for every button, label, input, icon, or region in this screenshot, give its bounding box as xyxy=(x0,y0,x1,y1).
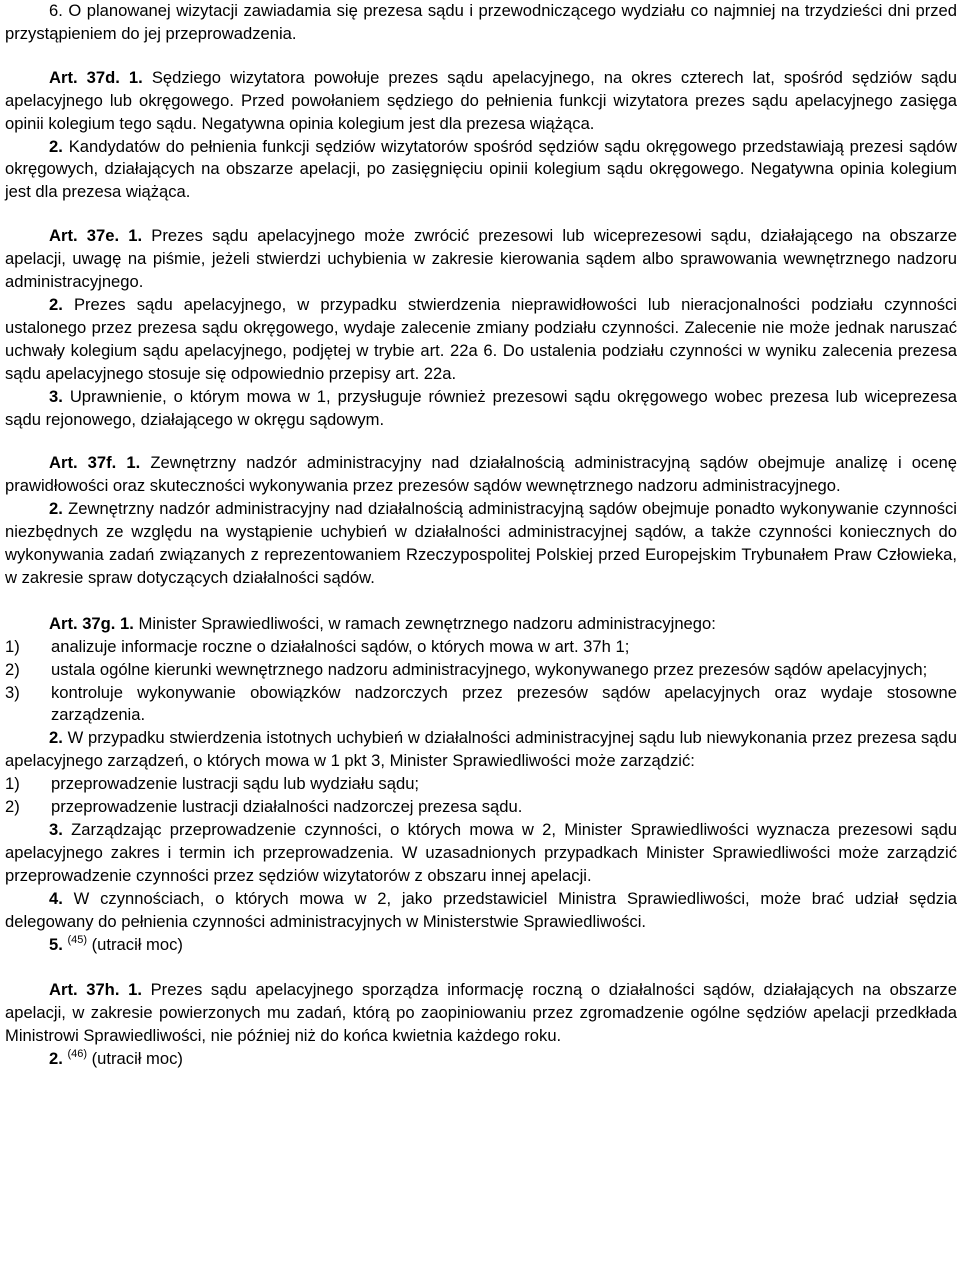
article-label: Art. 37d. xyxy=(49,67,120,87)
document-page xyxy=(5,0,957,1071)
paragraph-text: Prezes sądu apelacyjnego może zwrócić prezesowi lub wiceprezesowi sądu, działającego na obszarze apelacji, uwagę na piśmie, jeżeli stwierdzi uchybienia w zakresie kierowania sądem albo sprawowania wewnętrznego nadzoru administracyjnego. xyxy=(5,226,957,292)
art-37g-par-4 xyxy=(5,888,957,934)
art-37d-par-1 xyxy=(5,67,957,136)
paragraph-number: 3. xyxy=(49,820,63,839)
footnote-reference: (45) xyxy=(67,933,88,946)
art-37h-par-1 xyxy=(5,979,957,1048)
list-marker: 2) xyxy=(5,797,20,817)
art-37d-par-2 xyxy=(5,136,957,205)
paragraph-number: 1. xyxy=(120,613,134,633)
list-marker: 3) xyxy=(5,682,20,702)
paragraph-number: 2. xyxy=(49,728,63,748)
paragraph-number: 2. xyxy=(49,499,63,519)
paragraph-text: (utracił moc) xyxy=(91,1049,183,1069)
paragraph-number: 5. xyxy=(49,934,63,954)
list-marker: 1) xyxy=(5,774,20,794)
art-37f-par-2 xyxy=(5,498,957,590)
paragraph-text: W czynnościach, o których mowa w 2, jako przedstawiciel Ministra Sprawiedliwości, może brać udział sędzia delegowany do pełnienia czynności administracyjnych w Ministerstwie Sprawiedliwości. xyxy=(5,888,957,931)
paragraph-6: 6. O planowanej wizytacji zawiadamia się prezesa sądu i przewodniczącego wydziału co najmniej na trzydzieści dni przed przystąpieniem do jej przeprowadzenia. xyxy=(5,1,957,43)
paragraph-text: Zarządzając przeprowadzenie czynności, o których mowa w 2, Minister Sprawiedliwości wyznacza prezesowi sądu apelacyjnego zakres i termin ich przeprowadzenia. W uzasadnionych przypadkach Minister Sprawiedliwości może zarządzić przeprowadzenie czynności przez sędziów wizytatorów z obszaru innej apelacji. xyxy=(5,820,957,885)
list-item-text: przeprowadzenie lustracji działalności nadzorczej prezesa sądu. xyxy=(51,797,523,817)
paragraph-text: Sędziego wizytatora powołuje prezes sądu apelacyjnego, na okres czterech lat, spośród sędziów sądu apelacyjnego lub okręgowego. Przed powołaniem sędziego do pełnienia funkcji wizytatora prezes sądu apelacyjnego zasięga opinii kolegium tego sądu. Negatywna opinia kolegium jest dla prezesa wiążąca. xyxy=(5,67,957,133)
paragraph-number: 1. xyxy=(126,453,141,473)
list-item-text: kontroluje wykonywanie obowiązków nadzorczych przez prezesów sądów apelacyjnych oraz wydaje stosowne zarządzenia. xyxy=(51,682,957,725)
paragraph-text: Kandydatów do pełnienia funkcji sędziów wizytatorów spośród sędziów sądu okręgowego przedstawiają prezesi sądów okręgowych, działających na obszarze apelacji, po zasięgnięciu opinii kolegium sądu okręgowego. Negatywna opinia kolegium jest dla prezesa wiążąca. xyxy=(5,136,957,202)
paragraph-text: Prezes sądu apelacyjnego sporządza informację roczną o działalności sądów, działających na obszarze apelacji, w zakresie powierzonych mu zadań, którą po zaopiniowaniu przez zgromadzenie ogólne sędziów apelacji przedkłada Ministrowi Sprawiedliwości, nie później niż do końca kwietnia każdego roku. xyxy=(5,980,957,1046)
art-37h-par-2 xyxy=(5,1048,957,1071)
art-37f-par-1 xyxy=(5,452,957,498)
paragraph-text: Uprawnienie, o którym mowa w 1, przysługuje również prezesowi sądu okręgowego wobec prezesa lub wiceprezesa sądu rejonowego, działającego w okręgu sądowym. xyxy=(5,386,957,429)
list-item xyxy=(5,636,957,659)
article-label: Art. 37h. xyxy=(49,980,120,1000)
paragraph-text: Minister Sprawiedliwości, w ramach zewnętrznego nadzoru administracyjnego: xyxy=(138,613,716,633)
list-item xyxy=(5,796,957,819)
list-item-text: ustala ogólne kierunki wewnętrznego nadzoru administracyjnego, wykonywanego przez prezesów sądów apelacyjnych; xyxy=(51,659,928,679)
art-37e-par-1 xyxy=(5,225,957,294)
list-item-text: analizuje informacje roczne o działalności sądów, o których mowa w art. 37h 1; xyxy=(51,636,630,656)
list-item xyxy=(5,682,957,728)
article-label: Art. 37f. xyxy=(49,453,117,473)
paragraph-number: 1. xyxy=(128,67,143,87)
article-label: Art. 37g. xyxy=(49,613,116,633)
art-37g-par-1 xyxy=(5,613,957,636)
paragraph-number: 4. xyxy=(49,888,63,908)
paragraph-text: Zewnętrzny nadzór administracyjny nad działalnością administracyjną sądów obejmuje analizę i ocenę prawidłowości oraz skuteczności wykonywania przez prezesów sądów wewnętrznego nadzoru administracyjnego. xyxy=(5,453,957,496)
paragraph-text: (utracił moc) xyxy=(91,934,183,954)
paragraph-number: 1. xyxy=(128,980,142,1000)
art-37e-par-2 xyxy=(5,294,957,386)
list-item-text: przeprowadzenie lustracji sądu lub wydziału sądu; xyxy=(51,774,420,794)
paragraph-text: W przypadku stwierdzenia istotnych uchybień w działalności administracyjnej sądu lub niewykonania przez prezesa sądu apelacyjnego zarządzeń, o których mowa w 1 pkt 3, Minister Sprawiedliwości może zarządzić: xyxy=(5,728,957,771)
list-marker: 2) xyxy=(5,659,20,679)
art-37g-par-2 xyxy=(5,727,957,773)
list-item xyxy=(5,659,957,682)
paragraph-number: 3. xyxy=(49,386,63,406)
article-label: Art. 37e. xyxy=(49,226,120,246)
paragraph-text: Prezes sądu apelacyjnego, w przypadku stwierdzenia nieprawidłowości lub nieracjonalności podziału czynności ustalonego przez prezesa sądu okręgowego, wydaje zalecenie zmiany podziału czynności. Zalecenie nie może jednak naruszać uchwały kolegium sądu apelacyjnego, podjętej w trybie art. 22a 6. Do ustalenia podziału czynności w wyniku zalecenia prezesa sądu apelacyjnego stosuje się odpowiednio przepisy art. 22a. xyxy=(5,294,957,383)
list-item xyxy=(5,773,957,796)
footnote-reference: (46) xyxy=(67,1048,88,1061)
art-37e-par-3 xyxy=(5,386,957,432)
paragraph-number: 2. xyxy=(49,1049,63,1069)
paragraph-text: Zewnętrzny nadzór administracyjny nad działalnością administracyjną sądów obejmuje ponadto wykonywanie czynności niezbędnych ze względu na wystąpienie uchybień w działalności administracyjnej sądów, a także czynności koniecznych do wykonywania zadań związanych z reprezentowaniem Rzeczypospolitej Polskiej przed Europejskim Trybunałem Praw Człowieka, w zakresie spraw dotyczących działalności sądów. xyxy=(5,499,957,587)
paragraph-number: 1. xyxy=(128,226,143,246)
art-37g-par-5 xyxy=(5,934,957,957)
paragraph-number: 2. xyxy=(49,136,63,156)
list-marker: 1) xyxy=(5,636,20,656)
art-37g-par-3 xyxy=(5,819,957,888)
paragraph-number: 2. xyxy=(49,294,63,314)
